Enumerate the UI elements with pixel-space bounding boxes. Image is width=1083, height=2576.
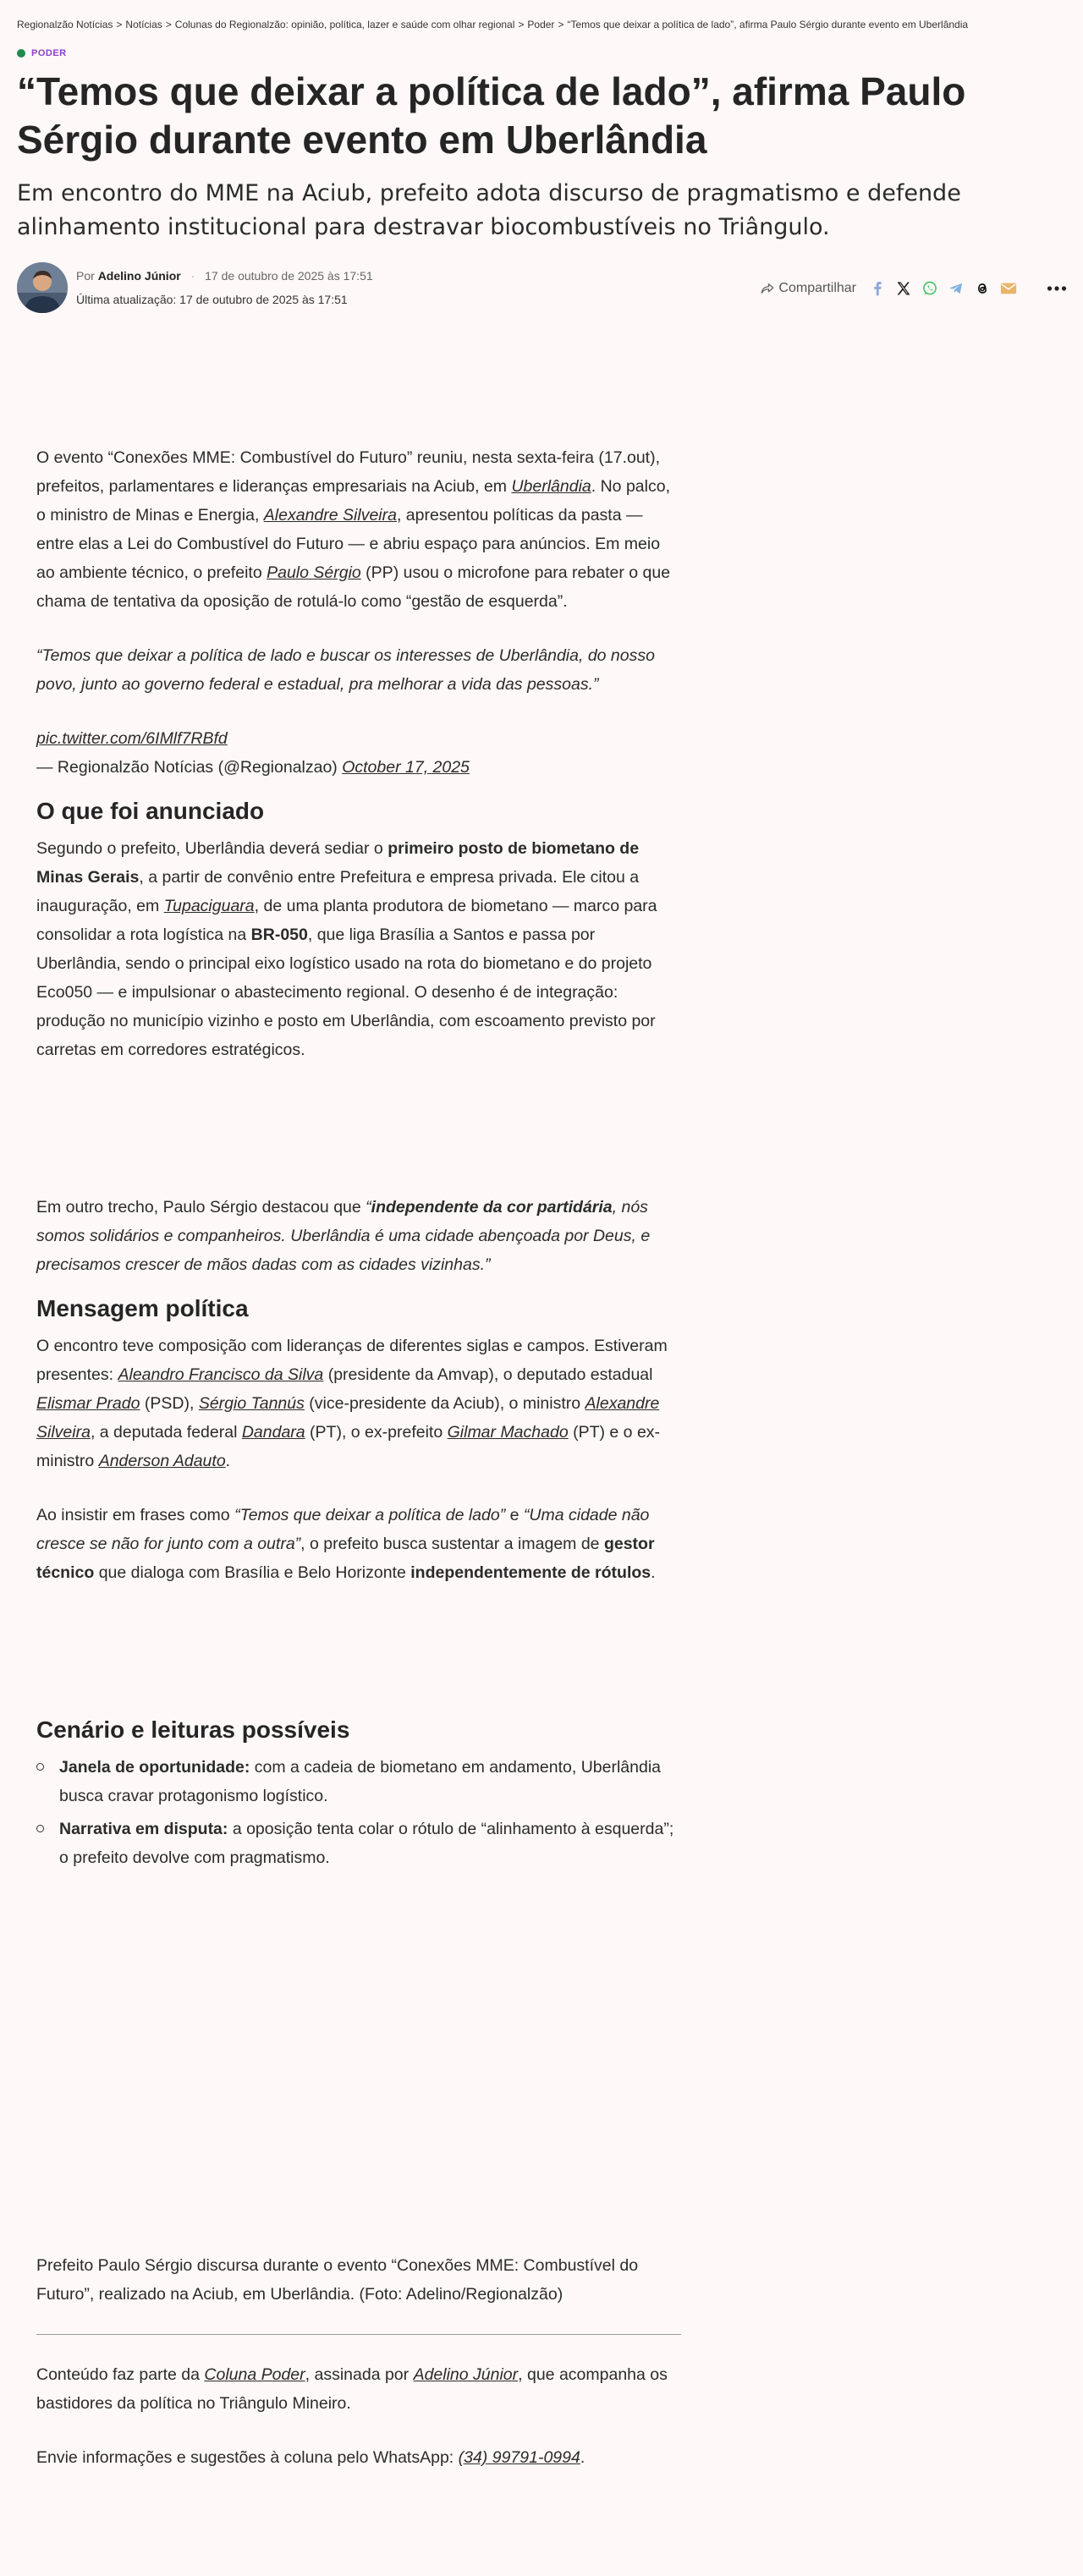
divider bbox=[36, 2334, 681, 2335]
text: , o prefeito busca sustentar a imagem de bbox=[300, 1535, 604, 1553]
category-label: PODER bbox=[31, 48, 67, 58]
telegram-icon[interactable] bbox=[947, 279, 965, 298]
link-paulo-sergio[interactable]: Paulo Sérgio bbox=[267, 563, 361, 582]
share-label: Compartilhar bbox=[778, 281, 856, 295]
author-avatar[interactable] bbox=[17, 262, 68, 313]
heading-anunciado: O que foi anunciado bbox=[36, 798, 265, 824]
x-icon[interactable] bbox=[894, 279, 913, 298]
text-italic: , nós somos solidários e companheiros. Uberlândia é uma cidade abençoada por Deus, e precisamos crescer de mãos dadas com as cidades vizinhas.” bbox=[36, 1198, 651, 1274]
text: (PP) usou o microfone para rebater o que chama de tentativa da oposição de rotulá-lo como “gestão de esquerda”. bbox=[36, 563, 671, 611]
breadcrumb-separator: > bbox=[116, 19, 123, 30]
text: Em outro trecho, Paulo Sérgio destacou que bbox=[36, 1198, 366, 1217]
text: , apresentou políticas da pasta — entre elas a Lei do Combustível do Futuro — e abriu espaço para anúncios. Em meio ao ambiente técnico, o prefeito bbox=[36, 506, 661, 582]
byline-separator: · bbox=[190, 269, 195, 283]
paragraph-anunciado bbox=[36, 834, 681, 1064]
embedded-tweet bbox=[36, 724, 681, 782]
text: O evento “Conexões MME: Combustível do Futuro” reuniu, nesta sexta-feira (17.out), prefeitos, parlamentares e lideranças empresariais na Aciub, em bbox=[36, 448, 661, 496]
text: , que liga Brasília a Santos e passa por Uberlândia, sendo o principal eixo logístico usado na rota do biometano e do projeto Eco050 — e impulsionar o abastecimento regional. O desenho é de integração: produção no município vizinho e posto em Uberlândia, com escoamento previsto por carretas em corredores estratégicos. bbox=[36, 925, 656, 1059]
more-icon[interactable] bbox=[1046, 279, 1068, 298]
breadcrumb-current: “Temos que deixar a política de lado”, afirma Paulo Sérgio durante evento em Uberlândia bbox=[567, 19, 969, 30]
pull-quote: “Temos que deixar a política de lado e buscar os interesses de Uberlândia, do nosso povo, junto ao governo federal e estadual, pra melhorar a vida das pessoas.” bbox=[36, 646, 655, 694]
publish-date: 17 de outubro de 2025 às 17:51 bbox=[205, 269, 373, 283]
image-caption: Prefeito Paulo Sérgio discursa durante o evento “Conexões MME: Combustível do Futuro”, realizado na Aciub, em Uberlândia. (Foto: Adelino/Regionalzão) bbox=[36, 2256, 639, 2304]
breadcrumb-link-home[interactable]: Regionalzão Notícias bbox=[17, 19, 113, 30]
text: (presidente da Amvap), o deputado estadual bbox=[323, 1365, 653, 1384]
text: O encontro teve composição com lideranças de diferentes siglas e campos. Estiveram presentes: bbox=[36, 1337, 668, 1384]
article-body bbox=[36, 443, 681, 2472]
text: e bbox=[505, 1506, 524, 1524]
link-tupaciguara[interactable]: Tupaciguara bbox=[163, 897, 255, 915]
breadcrumb-link-noticias[interactable]: Notícias bbox=[125, 19, 162, 30]
text: , de uma planta produtora de biometano — marco para consolidar a rota logística na bbox=[36, 897, 657, 944]
text: (PSD), bbox=[140, 1394, 199, 1413]
text: Envie informações e sugestões à coluna pelo WhatsApp: bbox=[36, 2448, 459, 2467]
text: , que acompanha os bastidores da política no Triângulo Mineiro. bbox=[36, 2365, 668, 2413]
last-updated: Última atualização: 17 de outubro de 2025 às 17:51 bbox=[76, 293, 348, 306]
link-whatsapp-number[interactable]: (34) 99791-0994 bbox=[458, 2448, 580, 2467]
breadcrumb-separator: > bbox=[558, 19, 564, 30]
list-item bbox=[36, 1753, 681, 1810]
breadcrumb bbox=[17, 19, 968, 30]
text-italic: “ bbox=[366, 1198, 371, 1217]
link-gilmar-machado[interactable]: Gilmar Machado bbox=[447, 1423, 569, 1442]
link-elismar-prado[interactable]: Elismar Prado bbox=[36, 1394, 140, 1413]
page-title: “Temos que deixar a política de lado”, afirma Paulo Sérgio durante evento em Uberlândia bbox=[17, 69, 966, 162]
text: (PT), o ex-prefeito bbox=[305, 1423, 448, 1442]
text: . No palco, o ministro de Minas e Energia, bbox=[36, 477, 670, 525]
text: . bbox=[651, 1563, 656, 1582]
text: , a partir de convênio entre Prefeitura e empresa privada. Ele citou a inauguração, em bbox=[36, 868, 640, 915]
heading-mensagem: Mensagem política bbox=[36, 1295, 249, 1321]
paragraph-coluna bbox=[36, 2360, 681, 2418]
paragraph-gestor bbox=[36, 1501, 681, 1587]
link-sergio-tannus[interactable]: Sérgio Tannús bbox=[198, 1394, 305, 1413]
category-tag[interactable] bbox=[17, 48, 67, 58]
link-alexandre-silveira-2[interactable]: Alexandre Silveira bbox=[36, 1394, 660, 1442]
text: (PT) e o ex-ministro bbox=[36, 1423, 661, 1470]
tweet-pic-link[interactable]: pic.twitter.com/6IMlf7RBfd bbox=[36, 729, 228, 748]
text-bold: Janela de oportunidade: bbox=[59, 1758, 250, 1777]
paragraph-presentes bbox=[36, 1332, 681, 1475]
text: . bbox=[225, 1452, 231, 1470]
link-aleandro[interactable]: Aleandro Francisco da Silva bbox=[118, 1365, 324, 1384]
text-bold: BR-050 bbox=[250, 925, 308, 944]
text: Ao insistir em frases como bbox=[36, 1506, 235, 1524]
share-bar bbox=[760, 277, 1068, 299]
text: Segundo o prefeito, Uberlândia deverá sediar o bbox=[36, 839, 388, 858]
text-bold: independentemente de rótulos bbox=[410, 1563, 651, 1582]
text-italic: “Temos que deixar a política de lado” bbox=[234, 1506, 506, 1524]
text: com a cadeia de biometano em andamento, Uberlândia busca cravar protagonismo logístico. bbox=[59, 1758, 662, 1805]
link-coluna-poder[interactable]: Coluna Poder bbox=[204, 2365, 305, 2384]
text-bold: primeiro posto de biometano de Minas Gerais bbox=[36, 839, 640, 887]
link-uberlandia[interactable]: Uberlândia bbox=[511, 477, 591, 496]
text-bold: Narrativa em disputa: bbox=[59, 1820, 228, 1838]
breadcrumb-link-poder[interactable]: Poder bbox=[527, 19, 555, 30]
paragraph-whatsapp bbox=[36, 2443, 681, 2472]
threads-icon[interactable] bbox=[973, 279, 992, 298]
link-anderson-adauto[interactable]: Anderson Adauto bbox=[98, 1452, 226, 1470]
breadcrumb-separator: > bbox=[518, 19, 525, 30]
text: Conteúdo faz parte da bbox=[36, 2365, 205, 2384]
link-alexandre-silveira[interactable]: Alexandre Silveira bbox=[263, 506, 397, 525]
paragraph-intro bbox=[36, 443, 681, 616]
article-subtitle: Em encontro do MME na Aciub, prefeito adota discurso de pragmatismo e defende alinhamento institucional para destravar biocombustíveis no Triângulo. bbox=[17, 180, 961, 240]
heading-cenario: Cenário e leituras possíveis bbox=[36, 1716, 350, 1743]
facebook-icon[interactable] bbox=[868, 279, 887, 298]
text: . bbox=[580, 2448, 585, 2467]
bullet-list bbox=[36, 1753, 681, 1872]
text-bold-italic: independente da cor partidária bbox=[371, 1198, 613, 1217]
byline bbox=[76, 269, 373, 283]
text: , assinada por bbox=[305, 2365, 414, 2384]
breadcrumb-separator: > bbox=[165, 19, 172, 30]
share-arrow-icon bbox=[760, 281, 775, 296]
avatar-photo-icon bbox=[17, 262, 68, 313]
whatsapp-icon[interactable] bbox=[921, 279, 939, 298]
text-bold: gestor técnico bbox=[36, 1535, 655, 1582]
list-item bbox=[36, 1815, 681, 1872]
link-adelino-junior[interactable]: Adelino Júnior bbox=[413, 2365, 519, 2384]
text: (vice-presidente da Aciub), o ministro bbox=[304, 1394, 585, 1413]
paragraph-destaque bbox=[36, 1193, 681, 1279]
email-icon[interactable] bbox=[999, 279, 1018, 298]
text: a oposição tenta colar o rótulo de “alinhamento à esquerda”; o prefeito devolve com pragmatismo. bbox=[59, 1820, 674, 1867]
link-dandara[interactable]: Dandara bbox=[241, 1423, 305, 1442]
author-name-link[interactable]: Adelino Júnior bbox=[97, 269, 181, 283]
breadcrumb-link-colunas[interactable]: Colunas do Regionalzão: opinião, política, lazer e saúde com olhar regional bbox=[174, 19, 515, 30]
tweet-attribution: — Regionalzão Notícias (@Regionalzao) bbox=[36, 758, 343, 777]
tweet-date-link[interactable]: October 17, 2025 bbox=[342, 758, 470, 777]
text-italic: “Uma cidade não cresce se não for junto com a outra” bbox=[36, 1506, 650, 1553]
text: que dialoga com Brasília e Belo Horizonte bbox=[94, 1563, 411, 1582]
text: , a deputada federal bbox=[90, 1423, 242, 1442]
category-dot-icon bbox=[17, 49, 25, 58]
share-button[interactable] bbox=[760, 281, 856, 296]
byline-prefix: Por bbox=[76, 269, 95, 283]
